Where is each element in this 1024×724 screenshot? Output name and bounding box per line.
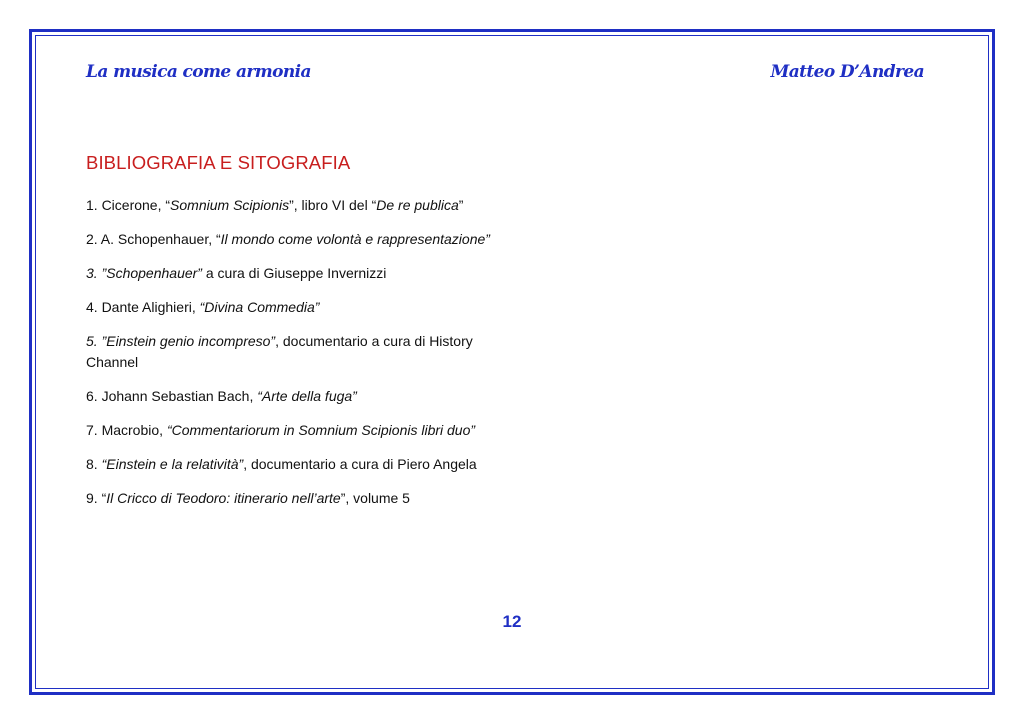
bibliography-item: 8. “Einstein e la relatività”, documentario a cura di Piero Angela bbox=[86, 456, 477, 472]
author-name: Matteo D’Andrea bbox=[770, 62, 924, 82]
bibliography-list bbox=[86, 195, 496, 509]
bibliography-item: 3. ”Schopenhauer” a cura di Giuseppe Invernizzi bbox=[86, 265, 387, 281]
bibliography-item: 2. A. Schopenhauer, “Il mondo come volontà e rappresentazione” bbox=[86, 231, 490, 247]
page-number: 12 bbox=[502, 612, 522, 631]
document-title: La musica come armonia bbox=[86, 62, 311, 82]
bibliography-item: 1. Cicerone, “Somnium Scipionis”, libro VI del “De re publica” bbox=[86, 197, 464, 213]
bibliography-item: 4. Dante Alighieri, “Divina Commedia” bbox=[86, 299, 320, 315]
bibliography-item: 6. Johann Sebastian Bach, “Arte della fuga” bbox=[86, 388, 357, 404]
bibliography-item: 7. Macrobio, “Commentariorum in Somnium Scipionis libri duo” bbox=[86, 422, 476, 438]
section-heading: BIBLIOGRAFIA E SITOGRAFIA bbox=[86, 152, 351, 173]
bibliography-item: 9. “Il Cricco di Teodoro: itinerario nell’arte”, volume 5 bbox=[86, 490, 410, 506]
bibliography-item: 5. ”Einstein genio incompreso”, documentario a cura di History Channel bbox=[86, 333, 473, 370]
